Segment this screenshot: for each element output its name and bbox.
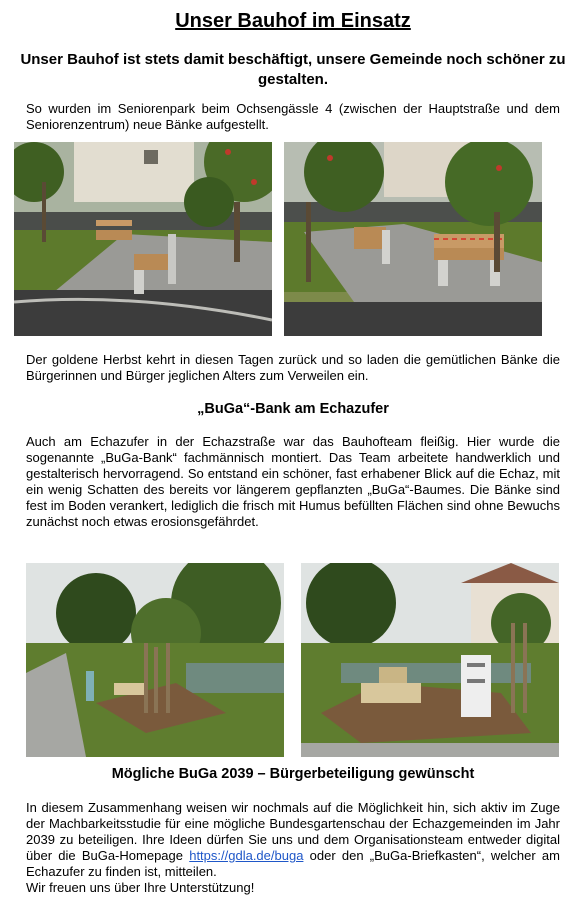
- photo-seniorenpark-benches-1: [14, 142, 272, 336]
- paragraph-seniorenpark: So wurden im Seniorenpark beim Ochsengässle 4 (zwischen der Hauptstraße und dem Seniorenzentrum) neue Bänke aufgestellt.: [26, 101, 560, 132]
- paragraph-herbst: Der goldene Herbst kehrt in diesen Tagen zurück und so laden die gemütlichen Bänke die Bürgerinnen und Bürger jeglichen Alters zum Verweilen ein.: [26, 352, 560, 383]
- document-title: Unser Bauhof im Einsatz: [175, 10, 411, 32]
- paragraph-buergerbeteiligung: [26, 800, 560, 896]
- photo-echazufer-2: [301, 563, 559, 757]
- closing-line: Wir freuen uns über Ihre Unterstützung!: [26, 880, 255, 895]
- document-subtitle: Unser Bauhof ist stets damit beschäftigt, unsere Gemeinde noch schöner zu gestalten.: [20, 51, 566, 88]
- paragraph-buergerbeteiligung-text-2: oder den „BuGa-Briefkasten“, welcher am Echazufer zu finden ist, mitteilen.: [26, 848, 560, 879]
- heading-buga-bank: „BuGa“-Bank am Echazufer: [197, 401, 389, 417]
- paragraph-buergerbeteiligung-text: In diesem Zusammenhang weisen wir nochmals auf die Möglichkeit hin, sich aktiv im Zuge der Machbarkeitsstudie für eine mögliche Bundesgartenschau der Echazgemeinden im Jahr 2039 zu beteiligen. Ihre Ideen dürfen Sie uns und dem Organisationsteam entweder digital über die BuGa-Homepage: [26, 800, 560, 863]
- photo-echazufer-1: [26, 563, 284, 757]
- photo-seniorenpark-benches-2: [284, 142, 542, 336]
- heading-buga-2039: Mögliche BuGa 2039 – Bürgerbeteiligung gewünscht: [111, 766, 475, 782]
- paragraph-echazufer: Auch am Echazufer in der Echazstraße war das Bauhofteam fleißig. Hier wurde die sogenannte „BuGa-Bank“ fachmännisch montiert. Das Team arbeitete handwerklich und gestalterisch hervorragend. So entstand ein schöner, fast erhabener Blick auf die Echaz, mit ein wenig Schatten des bereits vor längerem gepflanzten „BuGa“-Baumes. Die Bänke sind fest im Boden verankert, lediglich die frisch mit Humus befüllten Flächen sind ohne Bewuchs zunächst noch etwas erosionsgefährdet.: [26, 434, 560, 529]
- buga-homepage-link[interactable]: https://gdla.de/buga: [189, 848, 304, 863]
